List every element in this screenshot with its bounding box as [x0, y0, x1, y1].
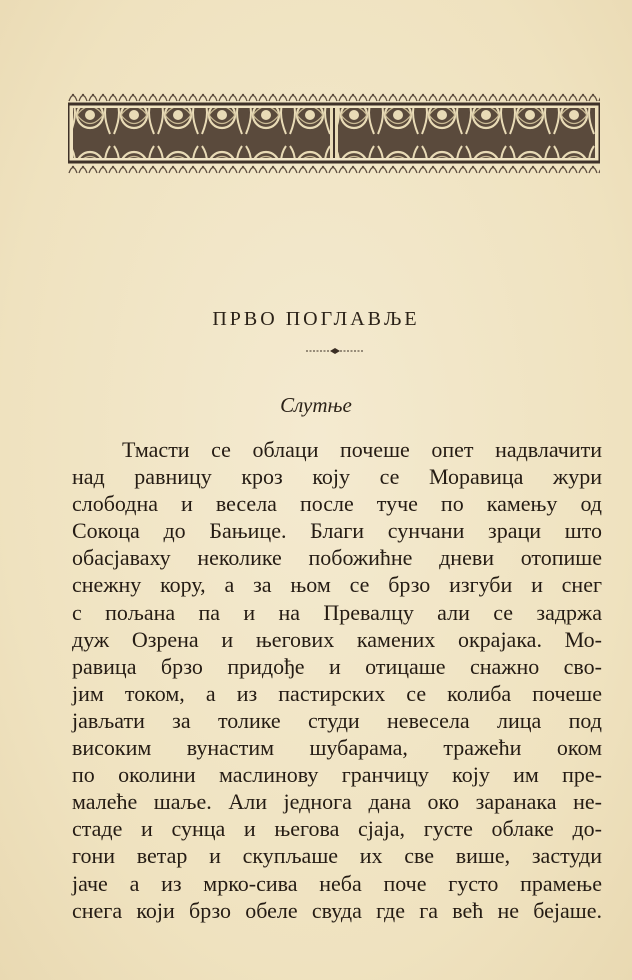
body-paragraph: [72, 436, 602, 924]
decorative-headpiece: [68, 90, 600, 176]
text-line: с пољана па и на Превалцу али се задржа: [72, 599, 602, 625]
text-line: снега који брзо обеле свуда где га већ не бејаше.: [72, 897, 602, 923]
text-line: дуж Озрена и његових камених окрајака. Мо-: [72, 626, 602, 652]
section-subtitle: Слутње: [280, 393, 352, 417]
text-line: малеће шаље. Али једнога дана око заранака не-: [72, 789, 602, 815]
text-line: равица брзо придође и отицаше снажно сво-: [72, 653, 602, 679]
text-line: јим током, а из пастирских се колиба почеше: [72, 680, 602, 706]
text-line: обасјаваху неколике побожићне дневи отопише: [72, 545, 602, 571]
text-line: слободна и весела после туче по камењу од: [72, 491, 602, 517]
text-line: Сокоца до Бањице. Благи сунчани зраци што: [72, 518, 602, 544]
text-line: над равницу кроз коју се Моравица жури: [72, 464, 602, 490]
ornamental-divider: [306, 346, 364, 356]
text-line: снежну кору, а за њом се брзо изгуби и снег: [72, 572, 602, 598]
text-line: јављати за толике студи невесела лица под: [72, 707, 602, 733]
chapter-title: ПРВО ПОГЛАВЉЕ: [212, 308, 420, 330]
text-line: по околини маслинову гранчицу коју им пре-: [72, 762, 602, 788]
text-line: јаче а из мрко-сива неба поче густо прамење: [72, 870, 602, 896]
text-line: стаде и сунца и његова сјаја, густе облаке до-: [72, 816, 602, 842]
text-line: гони ветар и скупљаше их све више, застуди: [72, 843, 602, 869]
text-line: Тмасти се облаци почеше опет надвлачити: [122, 437, 602, 462]
text-line: високим вунастим шубарама, тражећи оком: [72, 735, 602, 761]
